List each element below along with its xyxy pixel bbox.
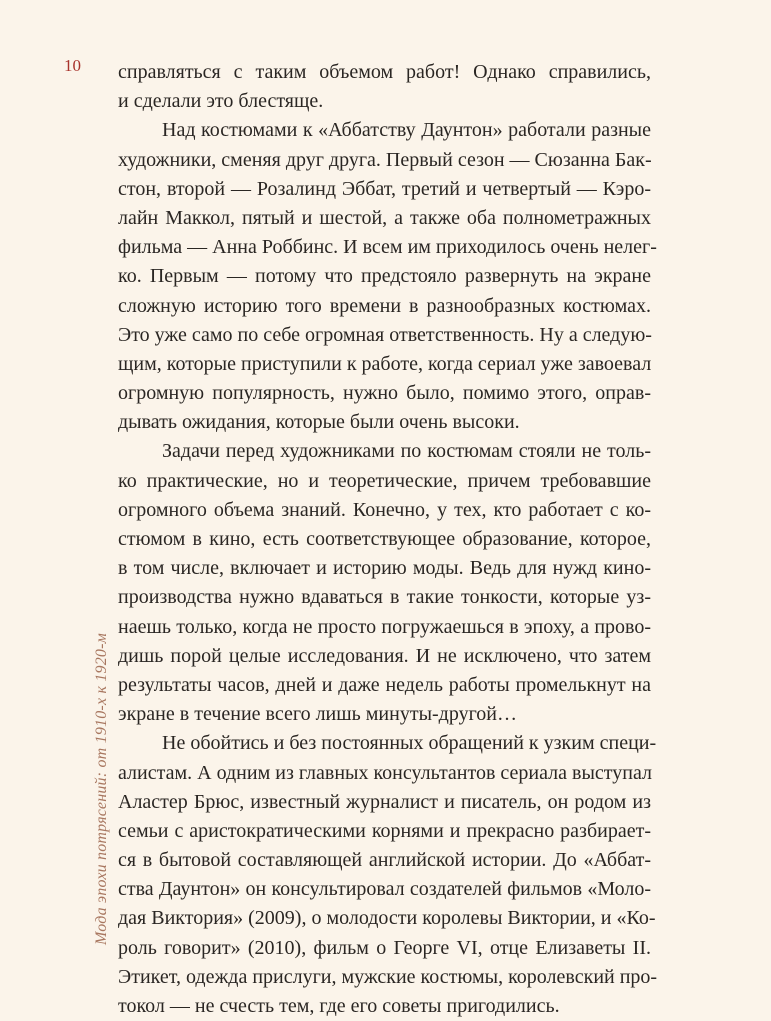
text-line: Этикет, одежда прислуги, мужские костюмы, королевский про- <box>118 965 658 988</box>
text-line: Аластер Брюс, известный журналист и писатель, он родом из <box>118 790 651 813</box>
text-line: токол — не счесть тем, где его советы пригодились. <box>118 995 560 1017</box>
text-line: результаты часов, дней и даже недель работы промелькнут на <box>118 673 651 696</box>
text-line: и сделали это блестяще. <box>118 90 324 113</box>
text-line: дая Виктория» (2009), о молодости королевы Виктории, и «Ко- <box>118 907 656 930</box>
text-line: щим, которые приступили к работе, когда сериал уже завоевал <box>118 352 652 375</box>
page-number: 10 <box>64 56 81 75</box>
running-title: Мода эпохи потрясений: от 1910-х к 1920-м <box>93 632 110 945</box>
text-line: огромного объема знаний. Конечно, у тех, кто работает с ко- <box>118 498 651 521</box>
text-line: алистам. А одним из главных консультантов сериала выступал <box>118 761 653 784</box>
text-line: дывать ожидания, которые были очень высоки. <box>118 411 520 434</box>
text-line: семьи с аристократическими корнями и прекрасно разбирает- <box>118 819 651 842</box>
text-line: художники, сменяя друг друга. Первый сезон — Сюзанна Бак- <box>118 148 652 171</box>
text-line: сложную историю того времени в разнообразных костюмах. <box>118 294 651 317</box>
text-line: дишь порой целые исследования. И не исключено, что затем <box>118 644 651 667</box>
text-line: Задачи перед художниками по костюмам стояли не толь- <box>162 440 651 463</box>
text-line: в том числе, включает и историю моды. Ведь для нужд кино- <box>118 557 651 580</box>
text-line: Не обойтись и без постоянных обращений к узким специ- <box>162 732 657 755</box>
text-line: фильма — Анна Роббинс. И всем им приходилось очень нелег- <box>118 236 657 259</box>
text-line: справляться с таким объемом работ! Однако справились, <box>118 61 651 83</box>
body-text <box>118 58 658 1021</box>
text-line: стон, второй — Розалинд Эббат, третий и четвертый — Кэро- <box>118 177 651 200</box>
text-line: Это уже само по себе огромная ответственность. Ну а следую- <box>118 323 652 346</box>
text-line: Над костюмами к «Аббатству Даунтон» работали разные <box>162 119 651 142</box>
text-line: огромную популярность, нужно было, помимо этого, оправ- <box>118 382 651 405</box>
text-line: экране в течение всего лишь минуты-другой… <box>118 703 517 726</box>
text-line: лайн Маккол, пятый и шестой, а также оба полнометражных <box>118 206 651 229</box>
text-line: ства Даунтон» он консультировал создателей фильмов «Моло- <box>118 878 651 901</box>
text-line: ся в бытовой составляющей английской истории. До «Аббат- <box>118 849 651 872</box>
text-line: ко практические, но и теоретические, причем требовавшие <box>118 469 651 492</box>
text-line: стюмом в кино, есть соответствующее образование, которое, <box>118 528 651 550</box>
text-line: ко. Первым — потому что предстояло развернуть на экране <box>118 265 651 288</box>
text-line: роль говорит» (2010), фильм о Георге VI, отце Елизаветы II. <box>118 936 651 959</box>
text-line: производства нужно вдаваться в такие тонкости, которые уз- <box>118 586 651 609</box>
text-line: наешь только, когда не просто погружаешься в эпоху, а прово- <box>118 615 651 638</box>
